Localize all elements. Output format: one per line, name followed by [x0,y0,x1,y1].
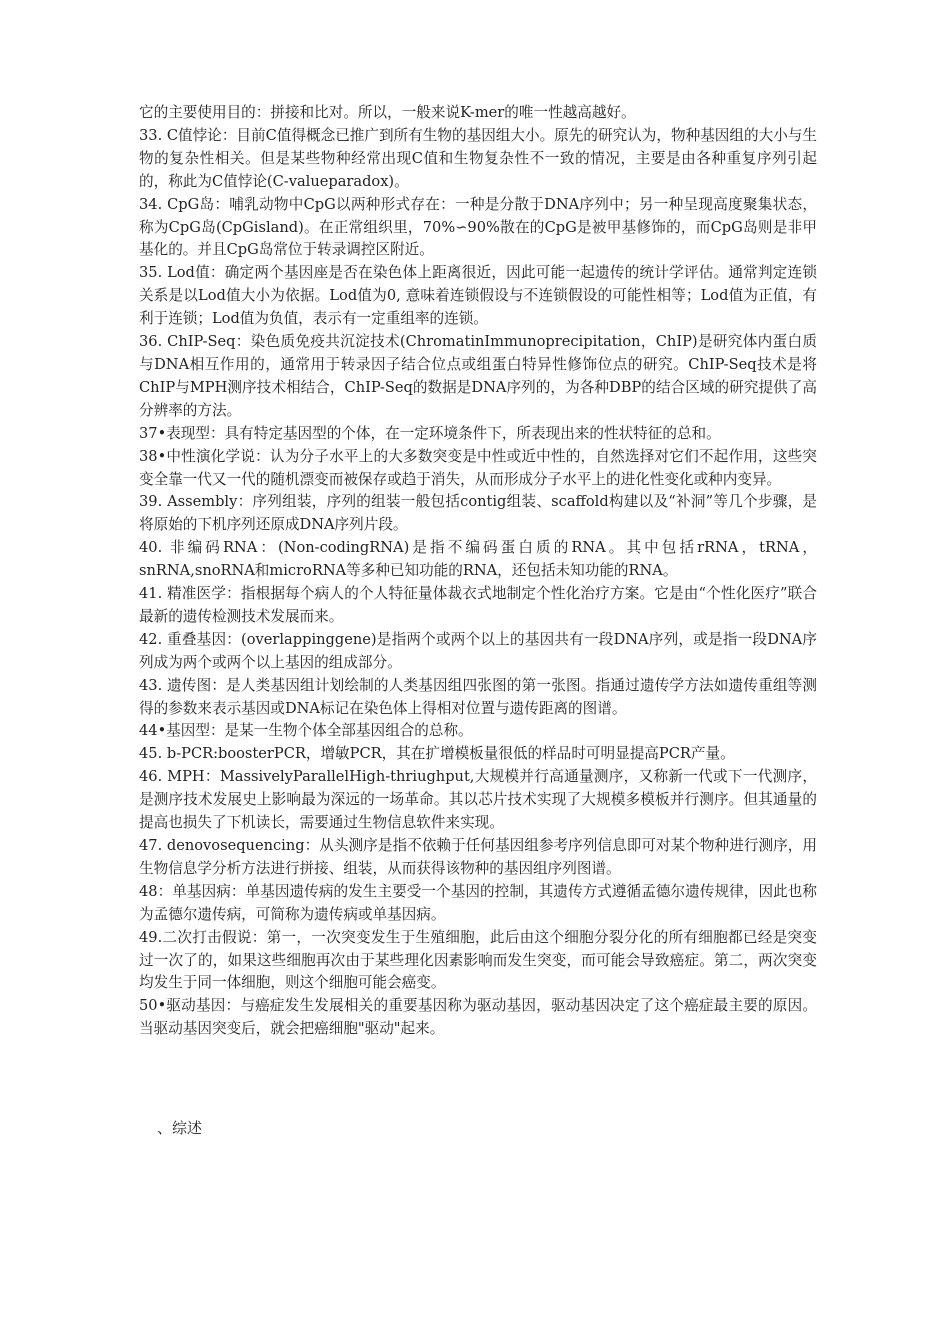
paragraph-39-assembly: 39. Assembly：序列组装，序列的组装一般包括contig组装、scaffold构建以及“补洞”等几个步骤，是将原始的下机序列还原成DNA序列片段。 [139,493,817,534]
paragraph-44-genotype: 44•基因型：是某一生物个体全部基因组合的总称。 [139,722,473,740]
paragraph-33-c-value-paradox: 33. C值悖论：目前C值得概念已推广到所有生物的基因组大小。原先的研究认为，物种基因组的大小与生物的复杂性相关。但是某些物种经常出现C值和生物复杂性不一致的情况，主要是由各种重复序列引起的，称此为C值悖论(C-valueparadox)。 [139,126,817,190]
paragraph-41-precision-medicine: 41. 精准医学：指根据每个病人的个人特征量体裁衣式地制定个性化治疗方案。它是由“个性化医疗”联合最新的遗传检测技术发展而来。 [139,585,817,625]
paragraph-48-monogenic-disease: 48：单基因病：单基因遗传病的发生主要受一个基因的控制，其遗传方式遵循孟德尔遗传规律，因此也称为孟德尔遗传病，可简称为遗传病或单基因病。 [139,882,817,923]
paragraph-50-driver-gene: 50•驱动基因：与癌症发生发展相关的重要基因称为驱动基因，驱动基因决定了这个癌症最主要的原因。当驱动基因突变后，就会把癌细胞"驱动"起来。 [139,997,817,1038]
glossary-text-block [139,102,817,1041]
paragraph-43-genetic-map: 43. 遗传图：是人类基因组计划绘制的人类基因组四张图的第一张图。指通过遗传学方法如遗传重组等测得的参数来表示基因或DNA标记在染色体上得相对位置与遗传距离的图谱。 [139,676,817,717]
paragraph-kmer-continuation: 它的主要使用目的：拼接和比对。所以，一般来说K-mer的唯一性越高越好。 [139,104,636,121]
paragraph-35-lod-score: 35. Lod值：确定两个基因座是否在染色体上距离很近，因此可能一起遗传的统计学评估。通常判定连锁关系是以Lod值大小为依据。Lod值为0, 意味着连锁假设与不连锁假设的可能性相等；Lod值为正值，有利于连锁；Lod值为负值，表示有一定重组率的连锁。 [139,264,817,328]
paragraph-46-mph: 46. MPH：MassivelyParallelHigh-thriughput,大规模并行高通量测序，又称新一代或下一代测序，是测序技术发展史上影响最为深远的一场革命。其以芯片技术实现了大规模多模板并行测序。但其通量的提高也损失了下机读长，需要通过生物信息软件来实现。 [139,768,817,832]
paragraph-49-two-hit-hypothesis: 49.二次打击假说：第一，一次突变发生于生殖细胞，此后由这个细胞分裂分化的所有细胞都已经是突变过一次了的，如果这些细胞再次由于某些理化因素影响而发生突变，而可能会导致癌症。第二，两次突变均发生于同一体细胞，则这个细胞可能会癌变。 [139,928,817,992]
paragraph-37-phenotype: 37•表现型：具有特定基因型的个体，在一定环境条件下，所表现出来的性状特征的总和。 [139,424,721,442]
paragraph-45-booster-pcr: 45. b-PCR:boosterPCR，增敏PCR，其在扩增模板量很低的样品时可明显提高PCR产量。 [139,745,735,763]
paragraph-42-overlapping-gene: 42. 重叠基因：(overlappinggene)是指两个或两个以上的基因共有一段DNA序列，或是指一段DNA序列成为两个或两个以上基因的组成部分。 [139,630,817,671]
paragraph-34-cpg-island: 34. CpG岛：哺乳动物中CpG以两种形式存在：一种是分散于DNA序列中；另一种呈现高度聚集状态，称为CpG岛(CpGisland)。在正常组织里，70%∽90%散在的CpG是被甲基修饰的，而CpG岛则是非甲基化的。并且CpG岛常位于转录调控区附近。 [139,195,817,259]
paragraph-47-de-novo-sequencing: 47. denovosequencing：从头测序是指不依赖于任何基因组参考序列信息即可对某个物种进行测序，用生物信息学分析方法进行拼接、组装，从而获得该物种的基因组序列图谱。 [139,837,817,877]
section-heading-review: 、综述 [157,1119,203,1137]
paragraph-40-noncoding-rna: 40. 非编码RNA：(Non-codingRNA)是指不编码蛋白质的RNA。其中包括rRNA，tRNA，snRNA,snoRNA和microRNA等多种已知功能的RNA，还包括未知功能的RNA。 [139,539,817,580]
paragraph-38-neutral-theory: 38•中性演化学说：认为分子水平上的大多数突变是中性或近中性的，自然选择对它们不起作用，这些突变全靠一代又一代的随机漂变而被保存或趋于消失，从而形成分子水平上的进化性变化或种内变异。 [139,447,817,488]
paragraph-36-chip-seq: 36. ChIP-Seq：染色质免疫共沉淀技术(ChromatinImmunoprecipitation，ChIP)是研究体内蛋白质与DNA相互作用的，通常用于转录因子结合位点或组蛋白特异性修饰位点的研究。ChIP-Seq技术是将ChIP与MPH测序技术相结合，ChIP-Seq的数据是DNA序列的，为各种DBP的结合区域的研究提供了高分辨率的方法。 [139,333,817,419]
